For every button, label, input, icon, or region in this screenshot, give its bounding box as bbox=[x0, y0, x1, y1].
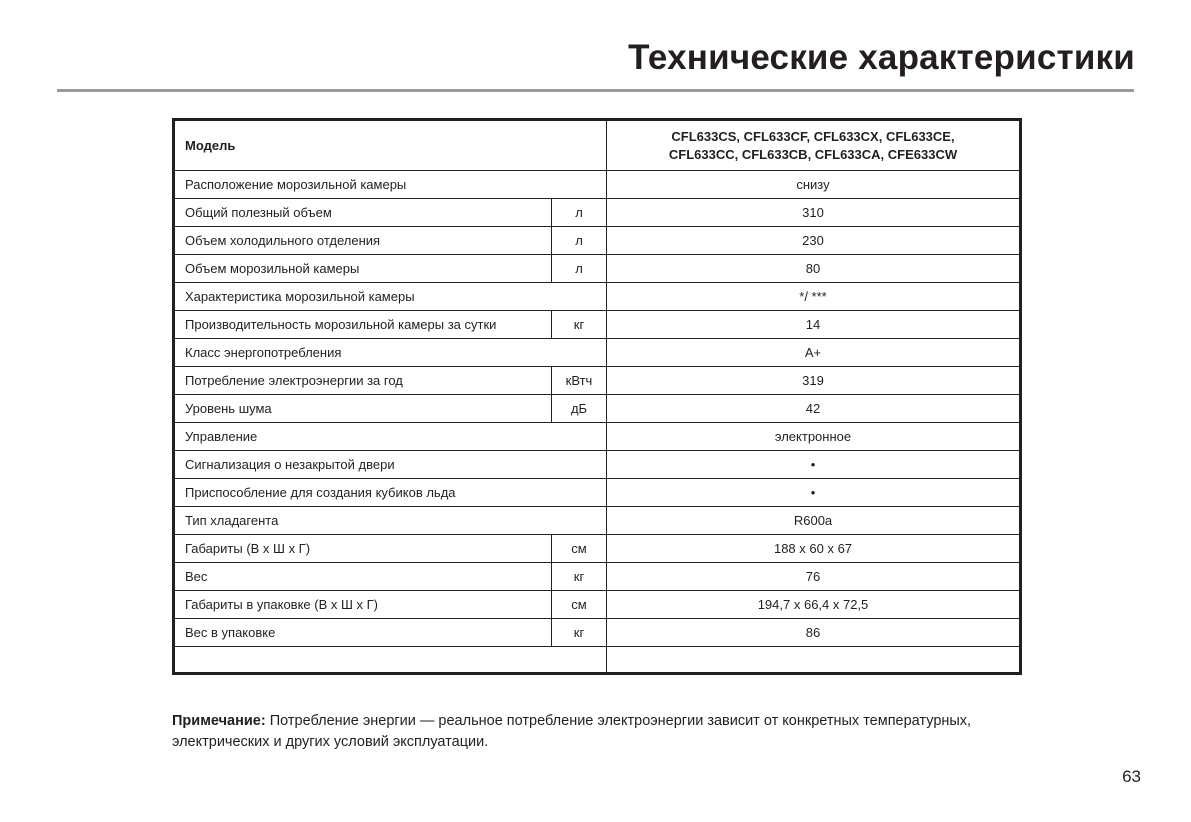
table-row bbox=[174, 423, 1021, 451]
value-cell: 76 bbox=[607, 563, 1021, 591]
table-row bbox=[174, 367, 1021, 395]
value-cell: 14 bbox=[607, 311, 1021, 339]
param-cell: Габариты (В х Ш х Г) bbox=[174, 535, 552, 563]
param-cell: Производительность морозильной камеры за сутки bbox=[174, 311, 552, 339]
unit-cell: л bbox=[552, 227, 607, 255]
unit-cell: см bbox=[552, 535, 607, 563]
table-row bbox=[174, 283, 1021, 311]
param-cell: Вес в упаковке bbox=[174, 619, 552, 647]
value-cell: • bbox=[607, 479, 1021, 507]
value-cell: снизу bbox=[607, 171, 1021, 199]
note-label: Примечание: bbox=[172, 713, 266, 729]
model-list-line-1: CFL633CS, CFL633CF, CFL633CX, CFL633CE, bbox=[671, 128, 955, 144]
note-text: Потребление энергии — реальное потребление электроэнергии зависит от конкретных температурных, электрических и других условий эксплуатации. bbox=[172, 713, 972, 750]
unit-cell: см bbox=[552, 591, 607, 619]
param-cell: Объем холодильного отделения bbox=[174, 227, 552, 255]
table-row bbox=[174, 171, 1021, 199]
param-cell: Потребление электроэнергии за год bbox=[174, 367, 552, 395]
table-row bbox=[174, 479, 1021, 507]
value-cell: 194,7 х 66,4 х 72,5 bbox=[607, 591, 1021, 619]
table-row bbox=[174, 563, 1021, 591]
param-cell: Уровень шума bbox=[174, 395, 552, 423]
table-row bbox=[174, 339, 1021, 367]
value-cell: 230 bbox=[607, 227, 1021, 255]
value-cell: R600a bbox=[607, 507, 1021, 535]
table-row bbox=[174, 451, 1021, 479]
table-row bbox=[174, 591, 1021, 619]
value-cell: 319 bbox=[607, 367, 1021, 395]
unit-cell: кВтч bbox=[552, 367, 607, 395]
param-cell: Расположение морозильной камеры bbox=[174, 171, 607, 199]
table-row bbox=[174, 395, 1021, 423]
value-cell: */ *** bbox=[607, 283, 1021, 311]
param-cell: Приспособление для создания кубиков льда bbox=[174, 479, 607, 507]
model-list-line-2: CFL633CC, CFL633CB, CFL633CA, CFE633CW bbox=[668, 146, 958, 162]
unit-cell: кг bbox=[552, 563, 607, 591]
param-cell: Объем морозильной камеры bbox=[174, 255, 552, 283]
table-row bbox=[174, 619, 1021, 647]
param-cell: Сигнализация о незакрытой двери bbox=[174, 451, 607, 479]
table-row bbox=[174, 199, 1021, 227]
value-cell: • bbox=[607, 451, 1021, 479]
table-row bbox=[174, 255, 1021, 283]
table-row bbox=[174, 535, 1021, 563]
param-cell: Управление bbox=[174, 423, 607, 451]
unit-cell: кг bbox=[552, 311, 607, 339]
param-cell: Вес bbox=[174, 563, 552, 591]
value-cell: A+ bbox=[607, 339, 1021, 367]
empty-cell bbox=[174, 647, 607, 674]
unit-cell: л bbox=[552, 199, 607, 227]
value-cell: 310 bbox=[607, 199, 1021, 227]
value-cell: 42 bbox=[607, 395, 1021, 423]
value-cell: электронное bbox=[607, 423, 1021, 451]
model-list bbox=[607, 120, 1021, 171]
page-title: Технические характеристики bbox=[628, 38, 1135, 77]
table-row bbox=[174, 227, 1021, 255]
unit-cell: дБ bbox=[552, 395, 607, 423]
value-cell: 188 х 60 х 67 bbox=[607, 535, 1021, 563]
param-cell: Габариты в упаковке (В х Ш х Г) bbox=[174, 591, 552, 619]
param-cell: Класс энергопотребления bbox=[174, 339, 607, 367]
unit-cell: л bbox=[552, 255, 607, 283]
param-cell: Тип хладагента bbox=[174, 507, 607, 535]
table-row bbox=[174, 311, 1021, 339]
title-divider bbox=[57, 89, 1134, 92]
model-label: Модель bbox=[174, 120, 607, 171]
table-row bbox=[174, 507, 1021, 535]
value-cell: 80 bbox=[607, 255, 1021, 283]
page-number: 63 bbox=[1122, 767, 1141, 786]
empty-row bbox=[174, 647, 1021, 674]
table-header-row bbox=[174, 120, 1021, 171]
specifications-table bbox=[172, 118, 1022, 675]
note bbox=[172, 711, 1032, 753]
value-cell: 86 bbox=[607, 619, 1021, 647]
empty-cell bbox=[607, 647, 1021, 674]
param-cell: Характеристика морозильной камеры bbox=[174, 283, 607, 311]
param-cell: Общий полезный объем bbox=[174, 199, 552, 227]
unit-cell: кг bbox=[552, 619, 607, 647]
